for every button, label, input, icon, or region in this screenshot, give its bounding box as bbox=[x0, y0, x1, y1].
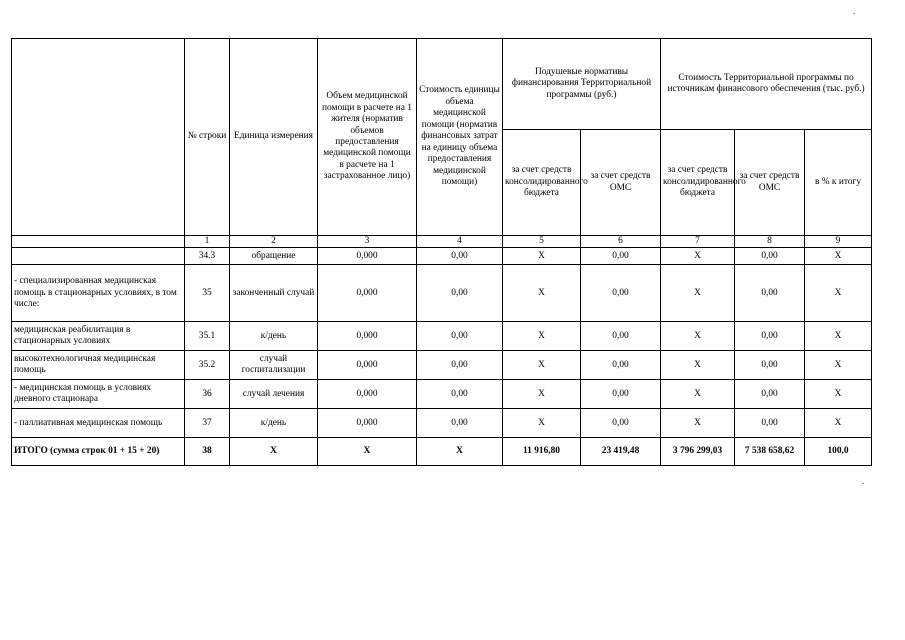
header-sub-consolidated-budget: за счет средств консолидированного бюджета bbox=[503, 130, 581, 236]
row-program-budget: Х bbox=[661, 351, 735, 380]
row-per-capita-oms: 0,00 bbox=[581, 248, 661, 265]
column-number: 3 bbox=[318, 236, 417, 248]
table-row bbox=[12, 351, 872, 380]
financing-table bbox=[11, 38, 872, 466]
total-num: 38 bbox=[185, 438, 230, 466]
row-cost: 0,00 bbox=[417, 351, 503, 380]
header-volume: Объем медицинской помощи в расчете на 1 жителя (норматив объемов предоставления медицинской помощи в расчете на 1 застрахованное лицо) bbox=[318, 39, 417, 236]
row-unit: обращение bbox=[230, 248, 318, 265]
row-per-capita-budget: Х bbox=[503, 380, 581, 409]
total-per-capita-oms: 23 419,48 bbox=[581, 438, 661, 466]
total-unit: Х bbox=[230, 438, 318, 466]
total-row bbox=[12, 438, 872, 466]
row-percent: Х bbox=[805, 409, 872, 438]
row-program-budget: Х bbox=[661, 409, 735, 438]
row-program-oms: 0,00 bbox=[735, 322, 805, 351]
row-per-capita-oms: 0,00 bbox=[581, 409, 661, 438]
column-number: 7 bbox=[661, 236, 735, 248]
total-cost: Х bbox=[417, 438, 503, 466]
row-cost: 0,00 bbox=[417, 265, 503, 322]
row-volume: 0,000 bbox=[318, 380, 417, 409]
row-program-oms: 0,00 bbox=[735, 351, 805, 380]
header-program-cost: Стоимость Территориальной программы по источникам финансового обеспечения (тыс. руб.) bbox=[661, 39, 872, 130]
row-per-capita-oms: 0,00 bbox=[581, 351, 661, 380]
row-num: 35 bbox=[185, 265, 230, 322]
row-per-capita-budget: Х bbox=[503, 265, 581, 322]
scan-speck: . bbox=[853, 6, 856, 16]
column-number: 9 bbox=[805, 236, 872, 248]
row-unit: к/день bbox=[230, 322, 318, 351]
row-num: 35.2 bbox=[185, 351, 230, 380]
total-per-capita-budget: 11 916,80 bbox=[503, 438, 581, 466]
row-cost: 0,00 bbox=[417, 322, 503, 351]
row-percent: Х bbox=[805, 380, 872, 409]
header-unit: Единица измерения bbox=[230, 39, 318, 236]
column-number-blank bbox=[12, 236, 185, 248]
scan-speck: . bbox=[862, 476, 865, 486]
header-label-blank bbox=[12, 39, 185, 236]
row-per-capita-budget: Х bbox=[503, 409, 581, 438]
total-program-oms: 7 538 658,62 bbox=[735, 438, 805, 466]
total-percent: 100,0 bbox=[805, 438, 872, 466]
column-number-row bbox=[12, 236, 872, 248]
row-per-capita-budget: Х bbox=[503, 351, 581, 380]
column-number: 2 bbox=[230, 236, 318, 248]
table-row bbox=[12, 265, 872, 322]
row-per-capita-budget: Х bbox=[503, 322, 581, 351]
row-label: - паллиативная медицинская помощь bbox=[12, 409, 185, 438]
total-volume: Х bbox=[318, 438, 417, 466]
row-per-capita-oms: 0,00 bbox=[581, 322, 661, 351]
row-label: - специализированная медицинская помощь в стационарных условиях, в том числе: bbox=[12, 265, 185, 322]
column-number: 4 bbox=[417, 236, 503, 248]
row-cost: 0,00 bbox=[417, 380, 503, 409]
row-label: высокотехнологичная медицинская помощь bbox=[12, 351, 185, 380]
row-cost: 0,00 bbox=[417, 248, 503, 265]
header-row-num: № строки bbox=[185, 39, 230, 236]
row-unit: случай лечения bbox=[230, 380, 318, 409]
row-num: 34.3 bbox=[185, 248, 230, 265]
header-sub-oms-2: за счет средств ОМС bbox=[735, 130, 805, 236]
header-sub-percent: в % к итогу bbox=[805, 130, 872, 236]
row-unit: случай госпитализации bbox=[230, 351, 318, 380]
row-program-budget: Х bbox=[661, 248, 735, 265]
row-per-capita-oms: 0,00 bbox=[581, 380, 661, 409]
header-row-top bbox=[12, 39, 872, 130]
header-cost: Стоимость единицы объема медицинской помощи (норматив финансовых затрат на единицу объема предоставления медицинской помощи) bbox=[417, 39, 503, 236]
row-percent: Х bbox=[805, 351, 872, 380]
row-num: 37 bbox=[185, 409, 230, 438]
row-per-capita-oms: 0,00 bbox=[581, 265, 661, 322]
column-number: 8 bbox=[735, 236, 805, 248]
row-num: 35.1 bbox=[185, 322, 230, 351]
row-volume: 0,000 bbox=[318, 409, 417, 438]
row-percent: Х bbox=[805, 322, 872, 351]
row-program-oms: 0,00 bbox=[735, 380, 805, 409]
row-label bbox=[12, 248, 185, 265]
column-number: 1 bbox=[185, 236, 230, 248]
column-number: 6 bbox=[581, 236, 661, 248]
column-number: 5 bbox=[503, 236, 581, 248]
total-program-budget: 3 796 299,03 bbox=[661, 438, 735, 466]
row-volume: 0,000 bbox=[318, 351, 417, 380]
header-sub-oms: за счет средств ОМС bbox=[581, 130, 661, 236]
row-label: - медицинская помощь в условиях дневного стационара bbox=[12, 380, 185, 409]
row-program-oms: 0,00 bbox=[735, 409, 805, 438]
table-row bbox=[12, 248, 872, 265]
row-unit: к/день bbox=[230, 409, 318, 438]
row-program-budget: Х bbox=[661, 322, 735, 351]
row-volume: 0,000 bbox=[318, 322, 417, 351]
table-row bbox=[12, 322, 872, 351]
row-unit: законченный случай bbox=[230, 265, 318, 322]
header-sub-consolidated-budget-2: за счет средств консолидированного бюджета bbox=[661, 130, 735, 236]
row-num: 36 bbox=[185, 380, 230, 409]
row-label: медицинская реабилитация в стационарных условиях bbox=[12, 322, 185, 351]
table-row bbox=[12, 409, 872, 438]
row-percent: Х bbox=[805, 265, 872, 322]
row-volume: 0,000 bbox=[318, 265, 417, 322]
row-program-budget: Х bbox=[661, 265, 735, 322]
row-program-oms: 0,00 bbox=[735, 265, 805, 322]
total-label: ИТОГО (сумма строк 01 + 15 + 20) bbox=[12, 438, 185, 466]
row-percent: Х bbox=[805, 248, 872, 265]
table-row bbox=[12, 380, 872, 409]
row-cost: 0,00 bbox=[417, 409, 503, 438]
row-program-oms: 0,00 bbox=[735, 248, 805, 265]
row-program-budget: Х bbox=[661, 380, 735, 409]
header-per-capita: Подушевые нормативы финансирования Территориальной программы (руб.) bbox=[503, 39, 661, 130]
row-volume: 0,000 bbox=[318, 248, 417, 265]
row-per-capita-budget: Х bbox=[503, 248, 581, 265]
